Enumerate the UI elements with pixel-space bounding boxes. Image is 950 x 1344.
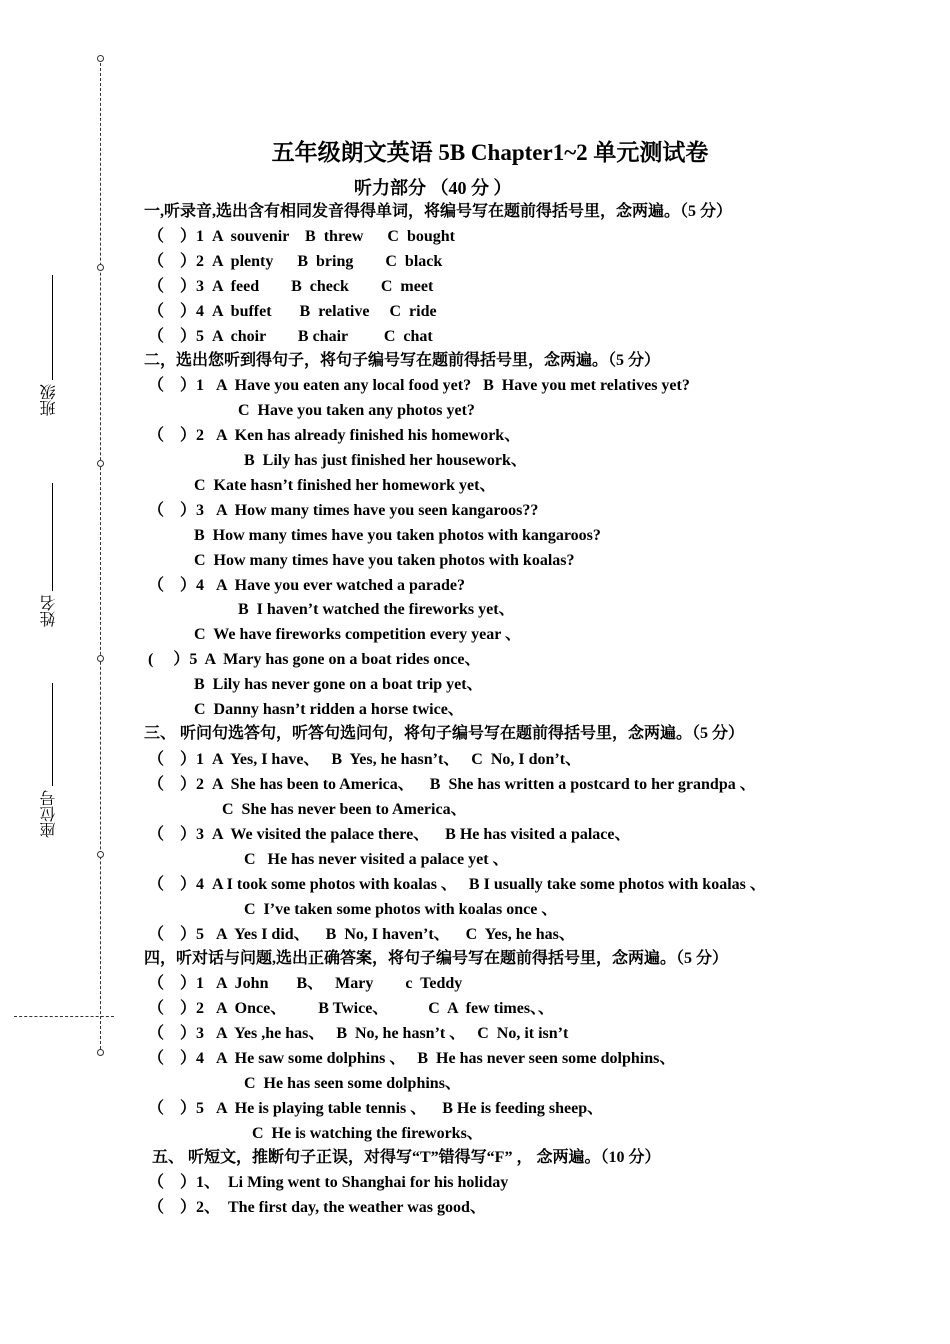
- question-line: （ ）1、 Li Ming went to Shanghai for his holiday: [148, 1174, 509, 1191]
- binding-line: [100, 58, 101, 1054]
- binding-hole: [97, 655, 104, 662]
- section-heading-4: 四，听对话与问题,选出正确答案，将句子编号写在题前得括号里，念两遍。（5 分）: [144, 950, 729, 967]
- question-line: （ ）1 A souvenir B threw C bought: [148, 228, 456, 245]
- page-title: 五年级朗文英语 5B Chapter1~2 单元测试卷: [271, 140, 709, 165]
- option-line: C How many times have you taken photos with koalas?: [194, 552, 575, 569]
- option-line: C He has seen some dolphins、: [244, 1075, 461, 1092]
- option-line: C He is watching the fireworks、: [252, 1125, 483, 1142]
- seat-blank: [52, 683, 53, 786]
- option-line: C She has never been to America、: [222, 801, 467, 818]
- option-line: C I’ve taken some photos with koalas once 、: [244, 901, 558, 918]
- option-line: C He has never visited a palace yet 、: [244, 851, 509, 868]
- option-line: C Kate hasn’t finished her homework yet、: [194, 477, 496, 494]
- question-line: （ ）2、 The first day, the weather was good、: [148, 1199, 486, 1216]
- option-line: C Have you taken any photos yet?: [238, 402, 475, 419]
- name-blank: [52, 483, 53, 591]
- section-heading-5: 五、 听短文，推断句子正误，对得写“T”错得写“F” ， 念两遍。（10 分）: [152, 1149, 661, 1166]
- option-line: B How many times have you taken photos with kangaroos?: [194, 527, 601, 544]
- question-line: （ ）2 A Once、 B Twice、 C A few times、、: [148, 1000, 555, 1017]
- binding-hole: [97, 264, 104, 271]
- question-line: （ ）4 A buffet B relative C ride: [148, 303, 437, 320]
- name-label: 姓名: [41, 595, 58, 627]
- question-line: （ ）3 A We visited the palace there、 B He has visited a palace、: [148, 826, 631, 843]
- option-line: C We have fireworks competition every year 、: [194, 626, 522, 643]
- question-line: （ ）2 A She has been to America、 B She has written a postcard to her grandpa 、: [148, 776, 756, 793]
- section-heading-1: 一,听录音,选出含有相同发音得得单词，将编号写在题前得括号里，念两遍。（5 分）: [144, 203, 733, 220]
- section-heading-3: 三、 听问句选答句，听答句选问句，将句子编号写在题前得括号里，念两遍。（5 分）: [144, 725, 745, 742]
- option-line: B I haven’t watched the fireworks yet、: [238, 601, 515, 618]
- class-label: 班级: [41, 384, 58, 416]
- section-subtitle: 听力部分 （40 分 ）: [354, 178, 512, 198]
- option-line: C Danny hasn’t ridden a horse twice、: [194, 701, 464, 718]
- binding-hole: [97, 1049, 104, 1056]
- question-line: （ ）3 A feed B check C meet: [148, 278, 434, 295]
- question-line: （ ）5 A choir B chair C chat: [148, 328, 433, 345]
- question-line: （ ）5 A Yes I did、 B No, I haven’t、 C Yes, he has、: [148, 926, 575, 943]
- question-line: （ ）3 A Yes ,he has、 B No, he hasn’t 、 C No, it isn’t: [148, 1025, 569, 1042]
- section-heading-2: 二，选出您听到得句子，将句子编号写在题前得括号里，念两遍。（5 分）: [144, 352, 661, 369]
- question-line: （ ）1 A Yes, I have、 B Yes, he hasn’t、 C No, I don’t、: [148, 751, 582, 768]
- question-line: （ ）4 A He saw some dolphins 、 B He has never seen some dolphins、: [148, 1050, 676, 1067]
- question-line: （ ）3 A How many times have you seen kangaroos??: [148, 502, 539, 519]
- question-line: （ ）4 A I took some photos with koalas 、 B I usually take some photos with koalas 、: [148, 876, 766, 893]
- option-line: B Lily has just finished her housework、: [244, 452, 527, 469]
- class-blank: [52, 275, 53, 380]
- binding-hole: [97, 460, 104, 467]
- question-line: （ ）4 A Have you ever watched a parade?: [148, 577, 466, 594]
- seat-label: 座位号: [41, 790, 58, 838]
- question-line: （ ）1 A Have you eaten any local food yet? B Have you met relatives yet?: [148, 377, 690, 394]
- binding-hole: [97, 851, 104, 858]
- cut-line: [14, 1016, 114, 1017]
- question-line: （ ）5 A He is playing table tennis 、 B He is feeding sheep、: [148, 1100, 604, 1117]
- binding-hole: [97, 55, 104, 62]
- question-line: （ ）2 A Ken has already finished his homework、: [148, 427, 521, 444]
- question-line: ( ）5 A Mary has gone on a boat rides once、: [148, 651, 481, 668]
- question-line: （ ）2 A plenty B bring C black: [148, 253, 443, 270]
- question-line: （ ）1 A John B、 Mary c Teddy: [148, 975, 463, 992]
- option-line: B Lily has never gone on a boat trip yet、: [194, 676, 483, 693]
